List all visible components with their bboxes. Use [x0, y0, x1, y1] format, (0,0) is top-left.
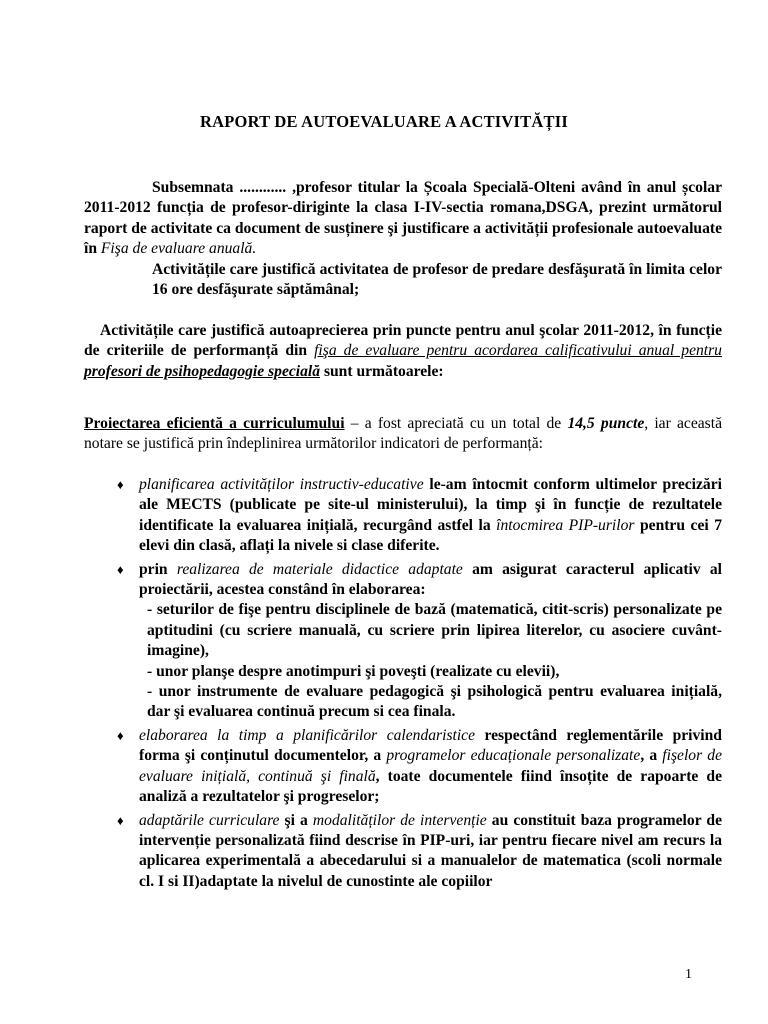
intro-paragraph	[84, 178, 722, 260]
intro-text: Subsemnata ............ ,profesor titular la Școala Specială-Olteni având în anul școlar 2011-2012 funcția de profesor-diriginte la clasa I-IV-sectia romana,DSGA, prezint următorul raport de activitate ca document de susținere şi justificare a activității profesionale autoevaluate în	[84, 179, 722, 258]
bullet-3-text3: , toate documentele fiind însoțite de rapoarte de analiză a rezultatelor şi progreselor;	[139, 767, 722, 806]
bullet-2-text: am asigurat caracterul aplicativ al proiectării, acestea constând în elaborarea:	[139, 560, 723, 599]
activities-paragraph	[84, 321, 722, 382]
list-item	[117, 560, 723, 723]
bullet-4-italic2: modalităților de intervenție	[312, 811, 487, 829]
intro-form-name: Fişa de evaluare anuală.	[100, 240, 257, 258]
evaluation-form-reference: fişa de evaluare pentru acordarea calificativului anual pentru	[314, 342, 722, 360]
bullet-3-text2: , a	[640, 747, 663, 765]
sub-item-posters: - unor planşe despre anotimpuri şi poveşti (realizate cu elevii),	[147, 662, 560, 680]
bullet-3-italic: elaborarea la timp a planificărilor calendaristice	[139, 726, 476, 744]
bullet-3-italic2: programelor educaționale personalizate	[386, 747, 641, 765]
page-number: 1	[685, 967, 692, 982]
bullet-2-pre: prin	[139, 560, 177, 578]
bullet-4-text2: au constituit baza programelor de intervenție personalizată fiind descrise în PIP-uri, iar pentru fiecare nivel am recurs la aplicarea experimentală a abecedarului si a manualelor de matematica (scoli normale cl. I si II)adaptate la nivelul de cunostinte ale copiilor	[139, 811, 722, 890]
list-item	[117, 475, 722, 557]
bullet-4-italic: adaptările curriculare	[139, 811, 280, 829]
specialty-reference: profesori de psihopedagogie specială	[84, 362, 321, 380]
bullet-2-italic: realizarea de materiale didactice adaptate	[176, 560, 463, 578]
bullet-1-text: le-am întocmit conform ultimelor precizări ale MECTS (publicate pe site-ul ministerului), la timp şi în funcție de rezultatele identificate la evaluarea inițială, recurgând astfel la	[139, 476, 722, 534]
teaching-hours-paragraph: Activitățile care justifică activitatea de profesor de predare desfăşurată în limita celor 16 ore desfăşurate săptămânal;	[152, 261, 722, 299]
bullet-1-text2: pentru cei 7 elevi din clasă, aflați la nivele si clase diferite.	[139, 516, 722, 555]
bullet-3-italic3: fişelor de evaluare inițială, continuă şi finală	[139, 747, 723, 785]
activities-lead: Activitățile care justifică autoaprecierea prin puncte pentru anul şcolar 2011-2012, în funcție de criteriile de performanță din	[84, 322, 722, 360]
bullet-3-text: respectând reglementările privind forma şi conținutul documentelor, a	[139, 726, 722, 765]
sub-item-worksheets: - seturilor de fişe pentru disciplinele de bază (matematică, citit-scris) personalizate pe aptitudini (cu scriere manuală, cu scriere prin lipirea literelor, cu asociere cuvânt-imagine),	[147, 601, 722, 660]
list-item	[117, 811, 722, 893]
document-title: RAPORT DE AUTOEVALUARE A ACTIVITĂȚII	[200, 112, 568, 131]
curriculum-text2: , iar această notare se justifică prin îndeplinirea următorilor indicatori de performanță:	[84, 415, 722, 453]
diamond-bullet-icon: ♦	[117, 477, 124, 492]
materials-sublist	[147, 600, 722, 722]
curriculum-heading: Proiectarea eficientă a curriculumului	[84, 415, 345, 432]
diamond-bullet-icon: ♦	[117, 812, 124, 828]
list-item	[117, 726, 723, 808]
indicator-list	[117, 475, 723, 892]
curriculum-points: 14,5 puncte	[567, 415, 645, 432]
diamond-bullet-icon: ♦	[117, 561, 124, 577]
bullet-1-italic: planificarea activităților instructiv-educative	[139, 476, 424, 493]
bullet-4-text: şi a	[279, 811, 313, 829]
activities-tail: sunt următoarele:	[320, 362, 444, 380]
sub-item-instruments: - unor instrumente de evaluare pedagogică şi psihologică pentru evaluarea inițială, dar şi evaluarea continuă precum si cea finala.	[147, 683, 722, 721]
diamond-bullet-icon: ♦	[117, 727, 124, 743]
curriculum-text1: – a fost apreciată cu un total de	[344, 415, 568, 432]
curriculum-paragraph	[84, 414, 722, 455]
bullet-1-italic2: întocmirea PIP-urilor	[496, 516, 635, 534]
